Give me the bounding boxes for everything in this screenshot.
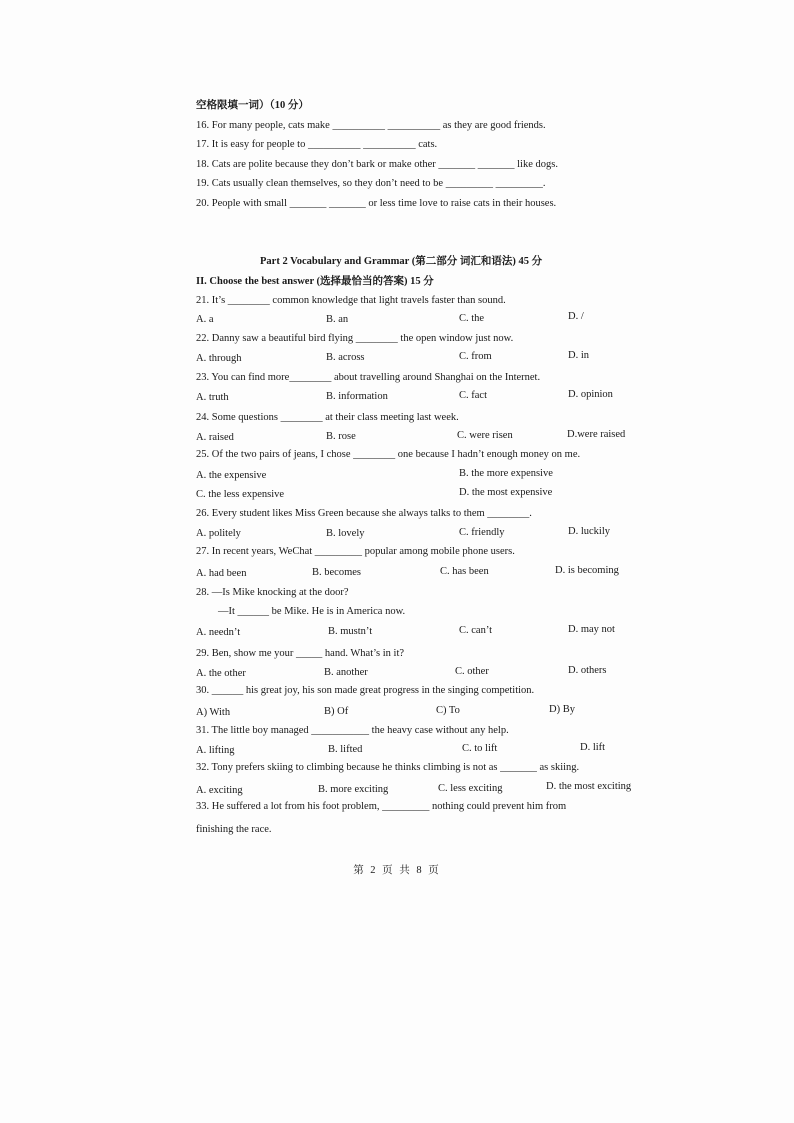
option-b: B. the more expensive [459,468,553,479]
question-27: 27. In recent years, WeChat _________ popular among mobile phone users. [196,546,515,557]
option-b: B. mustn’t [328,626,373,637]
page-number: 第 2 页 共 8 页 [353,865,441,876]
option-b: B. lifted [328,744,363,755]
question-28: 28. —Is Mike knocking at the door? [196,587,349,598]
question-22: 22. Danny saw a beautiful bird flying ________ the open window just now. [196,333,514,344]
option-a: A. exciting [196,785,243,796]
option-a: A. politely [196,528,241,539]
option-d: D. lift [580,742,606,753]
option-d: D. the most expensive [459,487,553,498]
question-23: 23. You can find more________ about travelling around Shanghai on the Internet. [196,372,541,383]
section-heading: 空格限填一词）（10 分） [196,100,309,111]
question-21: 21. It’s ________ common knowledge that light travels faster than sound. [196,295,506,306]
option-a: A. truth [196,392,229,403]
option-a: A. had been [196,568,247,579]
option-c: C. from [459,351,492,362]
question-30: 30. ______ his great joy, his son made great progress in the singing competition. [196,685,535,696]
question-24: 24. Some questions ________ at their class meeting last week. [196,412,459,423]
option-c: C. the less expensive [196,489,285,500]
option-b: B. lovely [326,528,365,539]
option-c: C. were risen [457,430,513,441]
option-d: D. luckily [568,526,610,537]
question-33: 33. He suffered a lot from his foot problem, _________ nothing could prevent him from [196,801,567,812]
option-d: D.were raised [567,429,626,440]
option-b: B) Of [324,706,349,717]
option-c: C. less exciting [438,783,503,794]
option-b: B. another [324,667,368,678]
option-d: D. the most exciting [546,781,632,792]
option-a: A. needn’t [196,627,241,638]
option-c: C) To [436,705,460,716]
option-c: C. fact [459,390,487,401]
option-c: C. other [455,666,489,677]
option-b: B. information [326,391,388,402]
option-a: A. raised [196,432,234,443]
part-2-title: Part 2 Vocabulary and Grammar (第二部分 词汇和语法) 45 分 [260,256,543,267]
option-a: A. the expensive [196,470,267,481]
question-33-continued: finishing the race. [196,824,272,835]
option-b: B. across [326,352,365,363]
option-c: C. the [459,313,485,324]
question-19: 19. Cats usually clean themselves, so they don’t need to be _________ _________. [196,178,546,189]
option-b: B. rose [326,431,356,442]
question-18: 18. Cats are polite because they don’t bark or make other _______ _______ like dogs. [196,159,558,170]
question-26: 26. Every student likes Miss Green because she always talks to them ________. [196,508,532,519]
option-b: B. becomes [312,567,361,578]
option-c: C. friendly [459,527,505,538]
question-16: 16. For many people, cats make __________ __________ as they are good friends. [196,120,546,131]
question-25: 25. Of the two pairs of jeans, I chose ________ one because I hadn’t enough money on me. [196,449,581,460]
option-d: D. is becoming [555,565,619,576]
option-a: A) With [196,707,231,718]
question-31: 31. The little boy managed ___________ the heavy case without any help. [196,725,509,736]
option-b: B. an [326,314,349,325]
question-20: 20. People with small _______ _______ or less time love to raise cats in their houses. [196,198,557,209]
option-d: D. may not [568,624,615,635]
option-d: D. in [568,350,589,361]
option-a: A. through [196,353,242,364]
option-a: A. the other [196,668,246,679]
option-c: C. has been [440,566,489,577]
option-c: C. can’t [459,625,493,636]
section-ii-heading: II. Choose the best answer (选择最恰当的答案) 15 分 [196,276,434,287]
option-a: A. a [196,314,214,325]
option-d: D. opinion [568,389,613,400]
question-17: 17. It is easy for people to __________ __________ cats. [196,139,438,150]
question-28-reply: —It ______ be Mike. He is in America now. [218,606,406,617]
option-d: D. others [568,665,607,676]
question-32: 32. Tony prefers skiing to climbing because he thinks climbing is not as _______ as skiing. [196,762,580,773]
option-c: C. to lift [462,743,498,754]
option-d: D) By [549,704,575,715]
option-a: A. lifting [196,745,235,756]
option-b: B. more exciting [318,784,389,795]
option-d: D. / [568,311,584,322]
question-29: 29. Ben, show me your _____ hand. What’s in it? [196,648,405,659]
